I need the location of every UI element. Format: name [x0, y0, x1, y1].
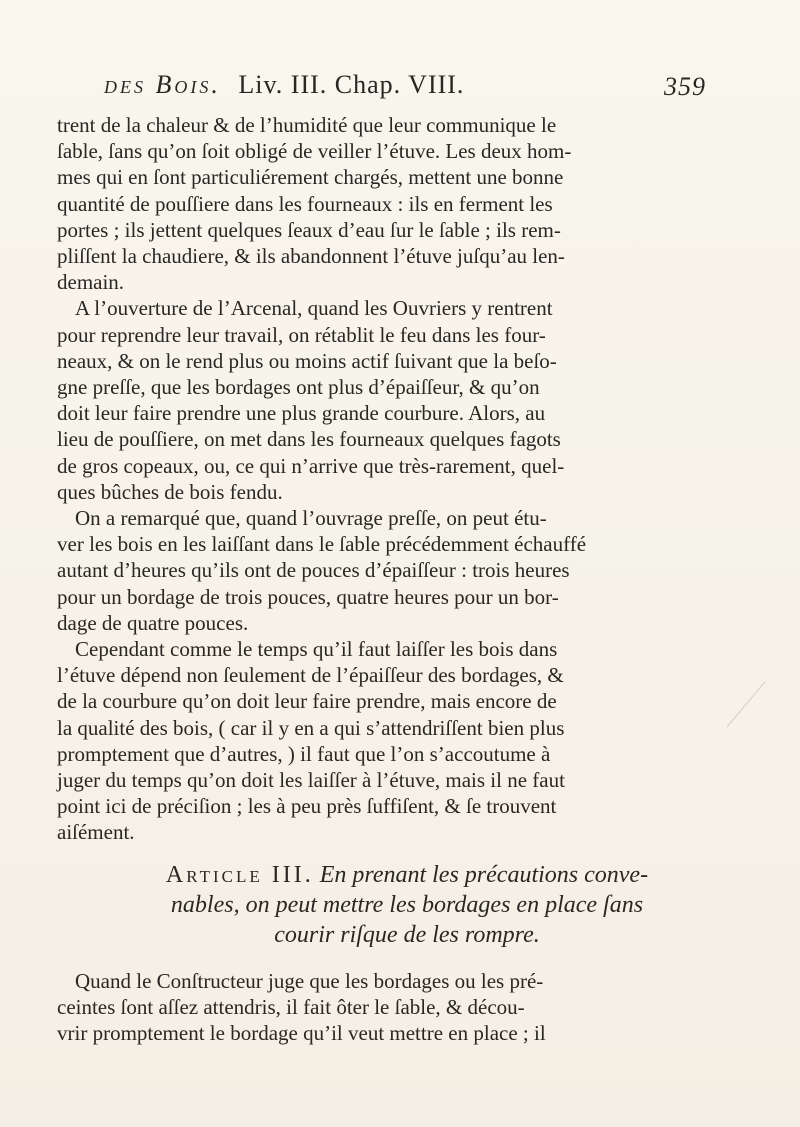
text-line: ques bûches de bois fendu. — [57, 479, 283, 504]
text-line: gne preſſe, que les bordages ont plus d’épaiſſeur, & qu’on — [57, 375, 540, 400]
article-title-part-2: nables, on peut mettre les bordages en place ſans — [170, 891, 644, 918]
running-head-title: des Bois. — [104, 70, 221, 99]
text-line: ceintes ſont aſſez attendris, il fait ôter le ſable, & décou- — [57, 994, 525, 1019]
text-line: demain. — [57, 270, 125, 295]
text-line: de gros copeaux, ou, ce qui n’arrive que très-rarement, quel- — [57, 453, 565, 478]
paragraph-3 — [57, 505, 757, 636]
text-line: trent de la chaleur & de l’humidité que leur communique le — [57, 113, 557, 137]
text-line: mes qui en ſont particuliérement chargés, mettent une bonne — [57, 165, 564, 190]
article-heading-line-1 — [57, 860, 757, 890]
text-line: Quand le Conſtructeur juge que les bordages ou les pré- — [75, 968, 544, 993]
text-line: ver les bois en les laiſſant dans le ſable précédemment échauffé — [57, 532, 587, 557]
text-line: autant d’heures qu’ils ont de pouces d’épaiſſeur : trois heures — [57, 558, 570, 583]
text-line: pliſſent la chaudiere, & ils abandonnent l’étuve juſqu’au len- — [57, 244, 565, 269]
text-line: point ici de préciſion ; les à peu près ſuffiſent, & ſe trouvent — [57, 794, 557, 819]
text-line: juger du temps qu’on doit les laiſſer à l’étuve, mais il ne faut — [57, 768, 565, 793]
text-line: dage de quatre pouces. — [57, 610, 249, 635]
text-line: aiſément. — [57, 820, 135, 845]
article-label: Article III. — [165, 861, 314, 888]
paragraph-2 — [57, 295, 757, 505]
text-line: pour reprendre leur travail, on rétablit le feu dans les four- — [57, 322, 546, 347]
text-line: quantité de pouſſiere dans les fourneaux : ils en ferment les — [57, 191, 553, 216]
text-line: On a remarqué que, quand l’ouvrage preſſe, on peut étu- — [75, 506, 547, 531]
text-line: lieu de pouſſiere, on met dans les fourneaux quelques fagots — [57, 427, 561, 452]
running-head-chapter: Liv. III. Chap. VIII. — [238, 70, 465, 99]
text-line: la qualité des bois, ( car il y en a qui s’attendriſſent bien plus — [57, 715, 565, 740]
page-number: 359 — [664, 72, 706, 101]
main-text — [57, 112, 757, 1046]
text-line: Cependant comme le temps qu’il faut laiſſer les bois dans — [75, 637, 558, 662]
text-line: A l’ouverture de l’Arcenal, quand les Ouvriers y rentrent — [75, 296, 553, 321]
text-line: neaux, & on le rend plus ou moins actif ſuivant que la beſo- — [57, 348, 557, 373]
article-title-part-3: courir riſque de les rompre. — [274, 921, 540, 948]
text-line: doit leur faire prendre une plus grande courbure. Alors, au — [57, 401, 546, 426]
article-heading — [57, 860, 757, 950]
text-line: ſable, ſans qu’on ſoit obligé de veiller l’étuve. Les deux hom- — [57, 139, 572, 164]
text-line: de la courbure qu’on doit leur faire prendre, mais encore de — [57, 689, 557, 714]
text-line: l’étuve dépend non ſeulement de l’épaiſſeur des bordages, & — [57, 663, 564, 688]
running-head — [104, 70, 704, 110]
text-line: promptement que d’autres, ) il faut que l’on s’accoutume à — [57, 741, 551, 766]
text-line: pour un bordage de trois pouces, quatre heures pour un bor- — [57, 584, 559, 609]
paragraph-1 — [57, 112, 757, 295]
paragraph-4 — [57, 636, 757, 846]
text-line: portes ; ils jettent quelques ſeaux d’eau ſur le ſable ; ils rem- — [57, 217, 561, 242]
text-line: vrir promptement le bordage qu’il veut mettre en place ; il — [57, 1021, 546, 1046]
paragraph-5 — [57, 968, 757, 1047]
article-title-part-1: En prenant les précautions conve- — [319, 861, 649, 888]
